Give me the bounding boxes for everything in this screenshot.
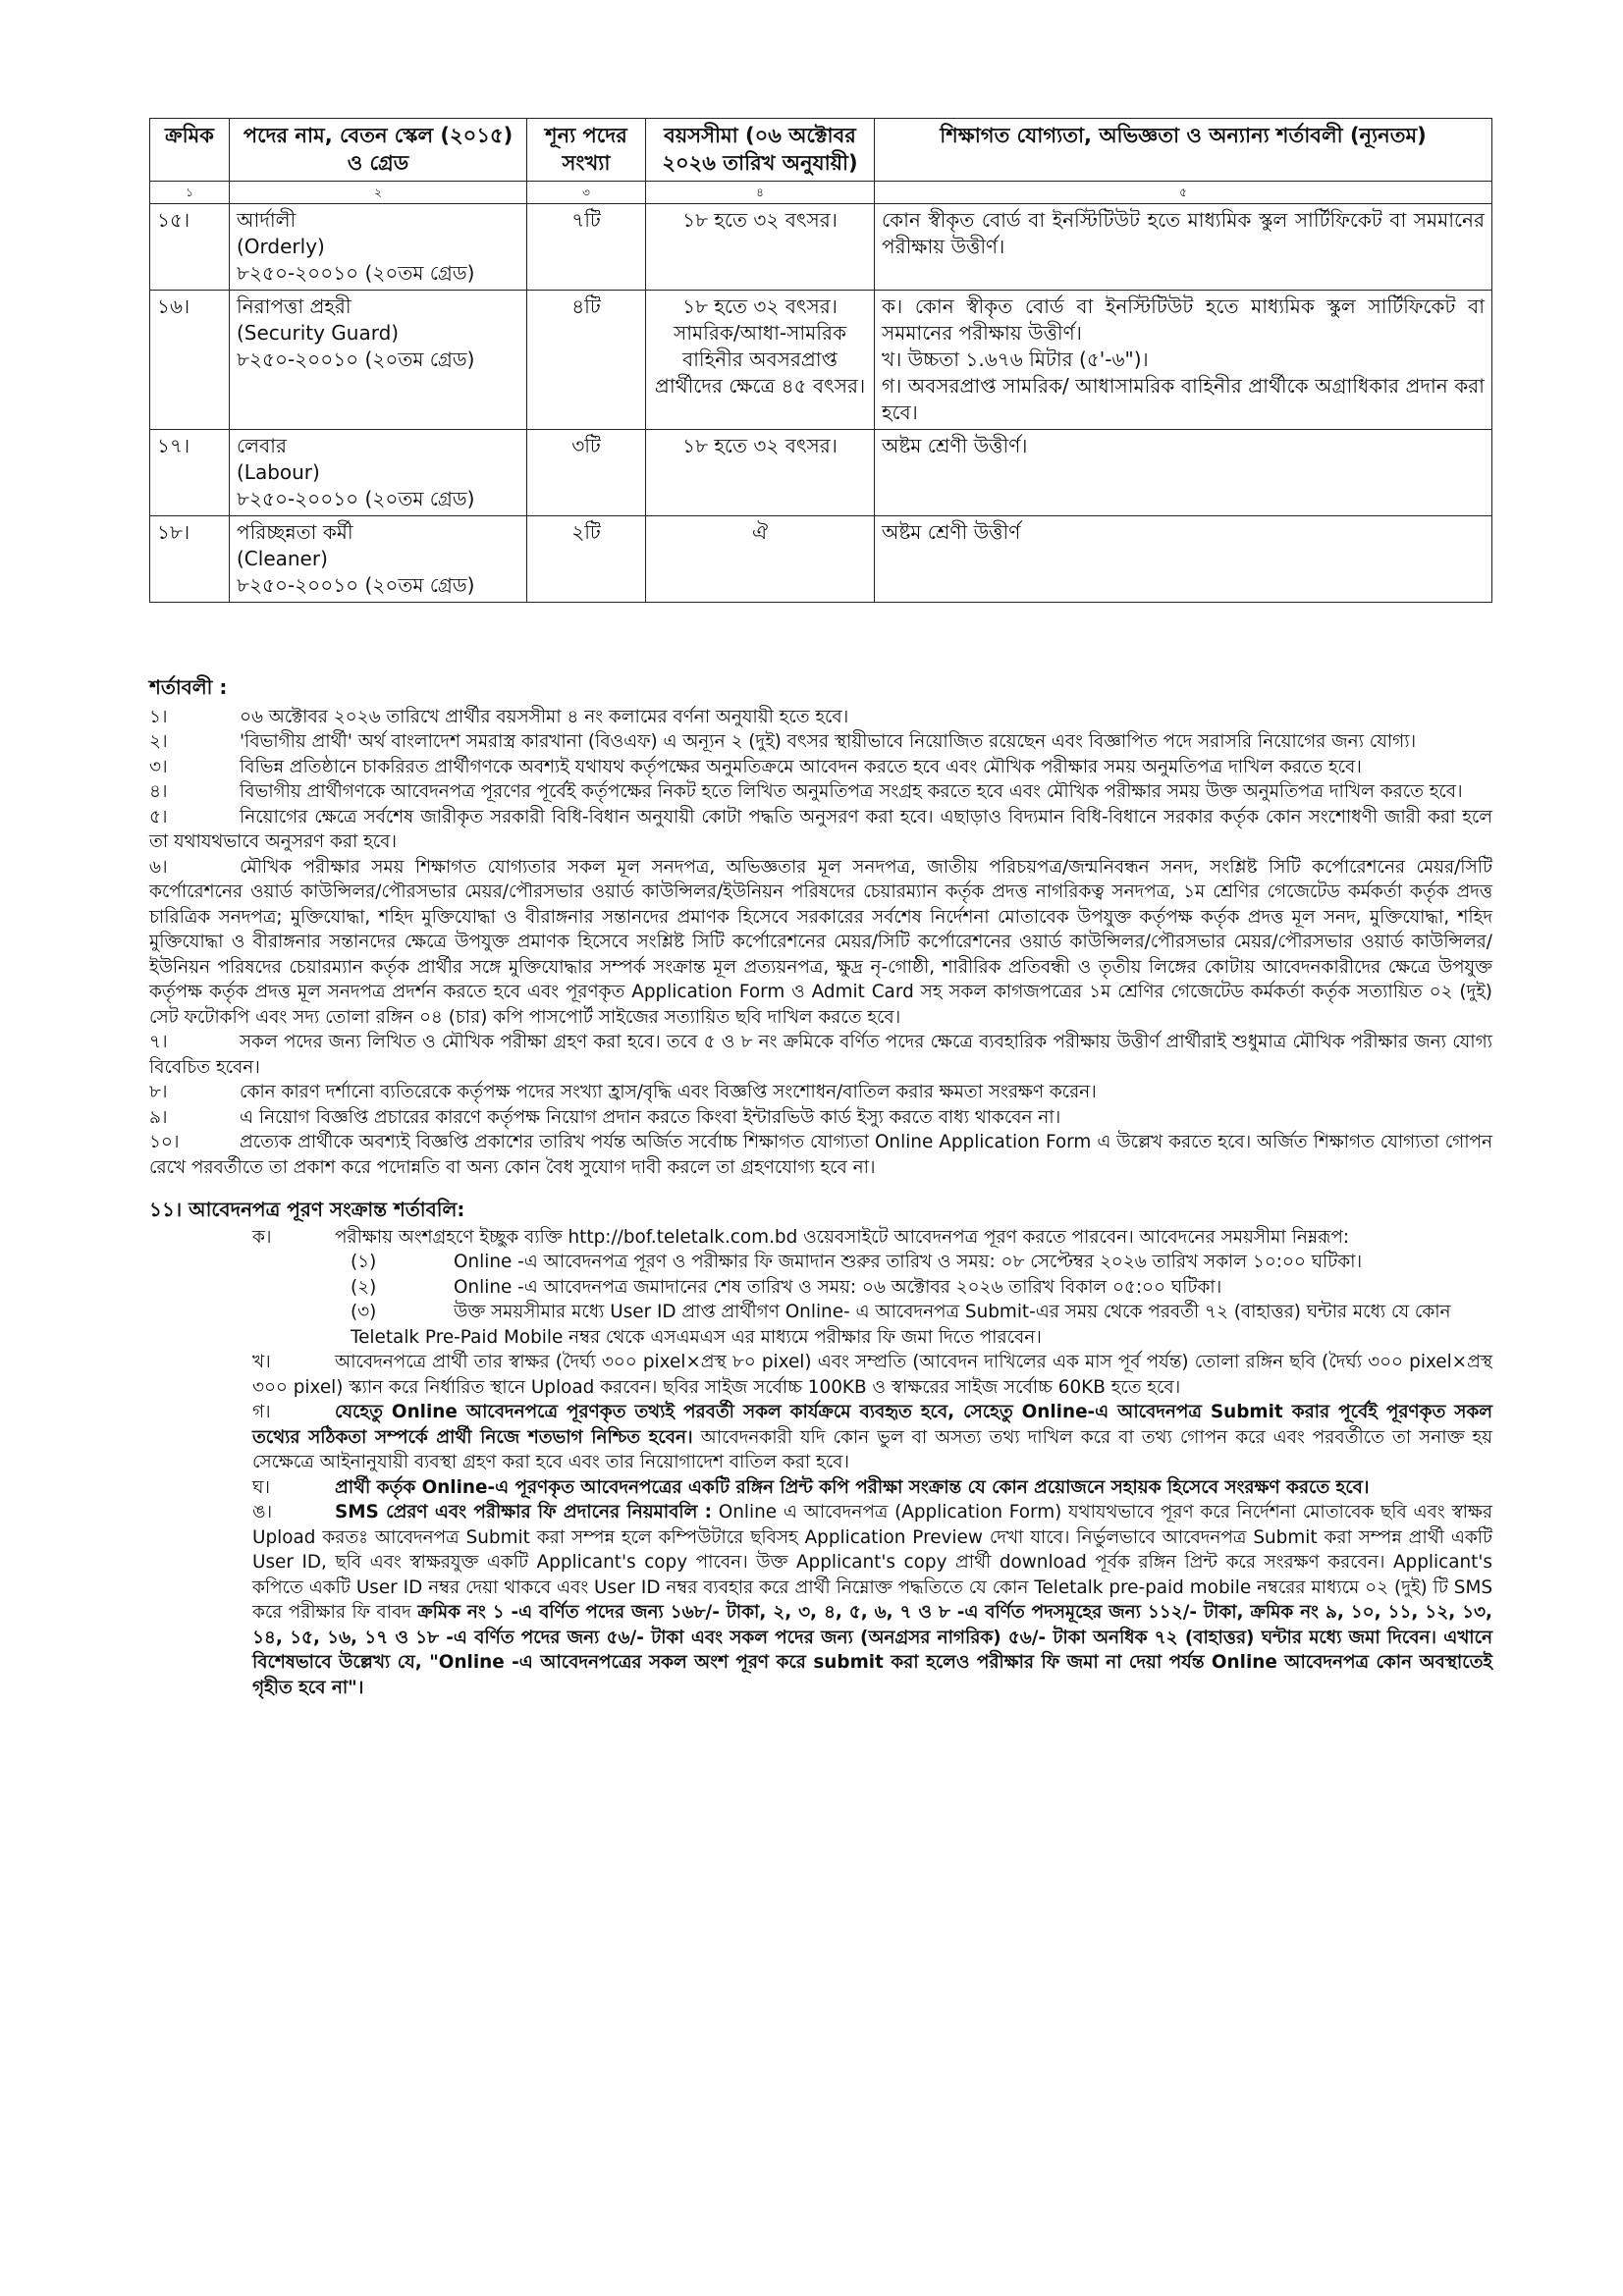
application-item-ka — [252, 1225, 1492, 1251]
header-vacancies: শূন্য পদের সংখ্যা — [527, 119, 646, 182]
pay-scale: ৮২৫০-২০০১০ (২০তম গ্রেড) — [237, 260, 475, 285]
term-number: ৮। — [149, 1082, 168, 1102]
item-bold-text: প্রার্থী কর্তৃক Online-এ পূরণকৃত আবেদনপত্রের একটি রঙ্গিন প্রিন্ট কপি পরীক্ষা সংক্রান্ত যে কোন প্রয়োজনে সহায়ক হিসেবে সংরক্ষণ করতে হবে। — [335, 1476, 1370, 1498]
header-post-name: পদের নাম, বেতন স্কেল (২০১৫) ও গ্রেড — [230, 119, 527, 182]
item-number: গ। — [252, 1402, 271, 1422]
item-number: ঙ। — [252, 1502, 273, 1522]
term-number: ১। — [149, 706, 168, 727]
term-number: ৬। — [149, 856, 168, 878]
application-item-umo — [252, 1500, 1492, 1700]
deadline-step — [351, 1300, 1492, 1350]
row-age — [646, 203, 875, 290]
pay-scale: ৮২৫০-২০০১০ (২০তম গ্রেড) — [237, 347, 475, 371]
item-number: ক। — [252, 1226, 272, 1248]
qualification-text: কোন স্বীকৃত বোর্ড বা ইনস্টিটিউট হতে মাধ্যমিক স্কুল সার্টিফিকেট বা সমমানের পরীক্ষায় উত্তীর্ণ। — [882, 207, 1486, 258]
header-serial: ক্রমিক — [150, 119, 230, 182]
post-english: (Cleaner) — [237, 546, 328, 570]
term-text: মৌখিক পরীক্ষার সময় শিক্ষাগত যোগ্যতার সকল মূল সনদপত্র, অভিজ্ঞতার মূল সনদপত্র, জাতীয় পরিচয়পত্র/জন্মনিবন্ধন সনদ, সংশ্লিষ্ট সিটি কর্পোরেশনের মেয়র/সিটি কর্পোরেশনের ওয়ার্ড কাউন্সিলর/পৌরসভার মেয়র/পৌরসভার ওয়ার্ড কাউন্সিলর/ইউনিয়ন পরিষদের চেয়ারম্যান কর্তৃক প্রদত্ত নাগরিকত্ব সনদপত্র, ১ম শ্রেণির গেজেটেড কর্মকর্তা কর্তৃক প্রদত্ত চারিত্রিক সনদপত্র; মুক্তিযোদ্ধা, শহিদ মুক্তিযোদ্ধা ও বীরাঙ্গনার সন্তানদের প্রমাণক হিসেবে সরকারের সর্বশেষ নির্দেশনা মোতাবেক উপযুক্ত কর্তৃপক্ষ কর্তৃক প্রদত্ত মূল সনদ, মুক্তিযোদ্ধা, শহিদ মুক্তিযোদ্ধা ও বীরাঙ্গনার সন্তানদের ক্ষেত্রে উপযুক্ত প্রমাণক হিসেবে সংশ্লিষ্ট সিটি কর্পোরেশনের মেয়র/সিটি কর্পোরেশনের ওয়ার্ড কাউন্সিলর/পৌরসভার মেয়র/পৌরসভার ওয়ার্ড কাউন্সিলর/ইউনিয়ন পরিষদের চেয়ারম্যান কর্তৃক প্রার্থীর সঙ্গে মুক্তিযোদ্ধার সম্পর্ক সংক্রান্ত মূল প্রত্যয়নপত্র, ক্ষুদ্র নৃ-গোষ্ঠী, শারীরিক প্রতিবন্ধী ও তৃতীয় লিঙ্গের কোটায় আবেদনকারীদের ক্ষেত্রে উপযুক্ত কর্তৃপক্ষ কর্তৃক প্রদত্ত মূল সনদপত্র প্রদর্শন করতে হবে এবং পূরণকৃত Application Form ও Admit Card সহ সকল কাগজপত্রের ১ম শ্রেণির গেজেটেড কর্মকর্তা কর্তৃক সত্যায়িত ০২ (দুই) সেট ফটোকপি এবং সদ্য তোলা রঙ্গিন ০৪ (চার) কপি পাসপোর্ট সাইজের সত্যায়িত ছবি দাখিল করতে হবে। — [149, 856, 1493, 1028]
step-text: উক্ত সময়সীমার মধ্যে User ID প্রাপ্ত প্রার্থীগণ Online- এ আবেদনপত্র Submit-এর সময় থেকে পরবর্তী ৭২ (বাহাত্তর) ঘন্টার মধ্যে যে কোন Teletalk Pre-Paid Mobile নম্বর থেকে এসএমএস এর মাধ্যমে পরীক্ষার ফি জমা দিতে পারবেন। — [351, 1302, 1451, 1348]
step-text: Online -এ আবেদনপত্র জমাদানের শেষ তারিখ ও সময়: ০৬ অক্টোবর ২০২৬ তারিখ বিকাল ০৫:০০ ঘটিকা। — [454, 1276, 1222, 1298]
table-row — [150, 203, 1492, 290]
term-number: ৪। — [149, 781, 168, 802]
term-text: প্রত্যেক প্রার্থীকে অবশ্যই বিজ্ঞপ্তি প্রকাশের তারিখ পর্যন্ত অর্জিত সর্বোচ্চ শিক্ষাগত যোগ্যতা Online Application Form এ উল্লেখ করতে হবে। অর্জিত শিক্ষাগত যোগ্যতা গোপন রেখে পরবর্তীতে তা প্রকাশ করে পদোন্নতি বা অন্য কোন বৈধ সুযোগ দাবী করলে তা গ্রহণযোগ্য হবে না। — [149, 1132, 1492, 1178]
term-number: ১০। — [149, 1132, 180, 1152]
term-number: ২। — [149, 731, 168, 752]
step-number: (৩) — [351, 1302, 377, 1322]
term-text: সকল পদের জন্য লিখিত ও মৌখিক পরীক্ষা গ্রহণ করা হবে। তবে ৫ ও ৮ নং ক্রমিকে বর্ণিত পদের ক্ষেত্রে ব্যবহারিক পরীক্ষায় উত্তীর্ণ প্রার্থীরাই শুধুমাত্র মৌখিক পরীক্ষার জন্য যোগ্য বিবেচিত হবেন। — [149, 1032, 1492, 1078]
row-vacancies: ৪টি — [527, 290, 646, 429]
vacancy-table — [149, 118, 1492, 603]
term-item — [149, 755, 1492, 780]
step-number: (২) — [351, 1276, 377, 1298]
item-bold-text: SMS প্রেরণ এবং পরীক্ষার ফি প্রদানের নিয়মাবলি : — [335, 1502, 712, 1522]
column-number: ১ — [150, 181, 230, 203]
row-age — [646, 515, 875, 602]
term-text: কোন কারণ দর্শানো ব্যতিরেকে কর্তৃপক্ষ পদের সংখ্যা হ্রাস/বৃদ্ধি এবং বিজ্ঞপ্তি সংশোধন/বাতিল করার ক্ষমতা সংরক্ষণ করেন। — [240, 1082, 1097, 1102]
row-post — [230, 203, 527, 290]
age-text: ১৮ হতে ৩২ বৎসর। — [682, 433, 838, 457]
qualification-text: ক। কোন স্বীকৃত বোর্ড বা ইনস্টিটিউট হতে মাধ্যমিক স্কুল সার্টিফিকেট বা সমমানের পরীক্ষায় উত্তীর্ণ। — [882, 294, 1485, 345]
row-post — [230, 429, 527, 515]
row-qualification — [875, 203, 1492, 290]
row-serial: ১৭। — [150, 429, 230, 515]
row-age — [646, 290, 875, 429]
table-row — [150, 290, 1492, 429]
term-number: ৯। — [149, 1106, 168, 1128]
row-qualification — [875, 290, 1492, 429]
header-qualification: শিক্ষাগত যোগ্যতা, অভিজ্ঞতা ও অন্যান্য শর্তাবলী (ন্যূনতম) — [875, 119, 1492, 182]
age-text: ১৮ হতে ৩২ বৎসর। — [682, 294, 838, 318]
item-text: Online এ আবেদনপত্র (Application Form) যথাযথভাবে পূরণ করে নির্দেশনা মোতাবেক ছবি এবং স্বাক্ষর Upload করতঃ আবেদনপত্র Submit করা সম্পন্ন হলে কম্পিউটারে ছবিসহ Application Preview দেখা যাবে। নির্ভুলভাবে আবেদনপত্র Submit করা সম্পন্ন প্রার্থী একটি User ID, ছবি এবং স্বাক্ষরযুক্ত একটি Applicant's copy পাবেন। উক্ত Applicant's copy প্রার্থী download পূর্বক রঙ্গিন প্রিন্ট করে সংরক্ষণ করবেন। Applicant's কপিতে একটি User ID নম্বর দেয়া থাকবে এবং User ID নম্বর ব্যবহার করে প্রার্থী নিম্নোক্ত পদ্ধতিতে যে কোন Teletalk pre-paid mobile নম্বরের মাধ্যমে ০২ (দুই) টি SMS করে পরীক্ষার ফি বাবদ — [252, 1502, 1493, 1623]
step-number: (১) — [351, 1252, 377, 1272]
row-post — [230, 515, 527, 602]
application-item-ga — [252, 1400, 1492, 1475]
application-item-kha — [252, 1350, 1492, 1400]
row-post — [230, 290, 527, 429]
item-text: পরীক্ষায় অংশগ্রহণে ইচ্ছুক ব্যক্তি http://bof.teletalk.com.bd ওয়েবসাইটে আবেদনপত্র পূরণ করতে পারবেন। আবেদনের সময়সীমা নিম্নরূপ: — [335, 1226, 1350, 1248]
row-serial: ১৮। — [150, 515, 230, 602]
term-item — [149, 729, 1492, 755]
qualification-text: অষ্টম শ্রেণী উত্তীর্ণ — [882, 519, 1021, 544]
post-name: আর্দালী — [237, 207, 297, 232]
post-name: লেবার — [237, 433, 287, 457]
terms-heading: শর্তাবলী : — [149, 675, 228, 699]
application-heading: ১১। আবেদনপত্র পূরণ সংক্রান্ত শর্তাবলি: — [149, 1198, 465, 1221]
column-number: ৪ — [646, 181, 875, 203]
column-number: ৩ — [527, 181, 646, 203]
item-bold-text: ক্রমিক নং ১ -এ বর্ণিত পদের জন্য ১৬৮/- টাকা, ২, ৩, ৪, ৫, ৬, ৭ ও ৮ -এ বর্ণিত পদসমূহের জন্য ১১২/- টাকা, ক্রমিক নং ৯, ১০, ১১, ১২, ১৩, ১৪, ১৫, ১৬, ১৭ ও ১৮ -এ বর্ণিত পদের জন্য ৫৬/- টাকা এবং সকল পদের জন্য (অনগ্রসর নাগরিক) ৫৬/- টাকা অনধিক ৭২ (বাহাত্তর) ঘন্টার মধ্যে জমা দিবেন। এখানে বিশেষভাবে উল্লেখ্য যে, "Online -এ আবেদনপত্রের সকল অংশ পূরণ করে submit করা হলেও পরীক্ষার ফি জমা না দেয়া পর্যন্ত Online আবেদনপত্র কোন অবস্থাতেই গৃহীত হবে না"। — [252, 1602, 1492, 1698]
row-serial: ১৬। — [150, 290, 230, 429]
post-english: (Labour) — [237, 459, 320, 484]
term-item — [149, 1130, 1492, 1180]
application-item-gha — [252, 1475, 1492, 1501]
deadline-step — [351, 1275, 1492, 1301]
post-english: (Security Guard) — [237, 320, 400, 345]
table-row — [150, 515, 1492, 602]
term-item — [149, 705, 1492, 730]
pay-scale: ৮২৫০-২০০১০ (২০তম গ্রেড) — [237, 486, 475, 510]
column-number: ৫ — [875, 181, 1492, 203]
deadline-step — [351, 1250, 1492, 1275]
table-header-row — [150, 119, 1492, 182]
item-bold-text: যেহেতু Online আবেদনপত্রে পূরণকৃত তথ্যই পরবর্তী সকল কার্যক্রমে ব্যবহৃত হবে, সেহেতু Online-এ আবেদনপত্র Submit করার পূর্বেই পূরণকৃত সকল তথ্যের সঠিকতা সম্পর্কে প্রার্থী নিজে শতভাগ নিশ্চিত হবেন। — [252, 1402, 1492, 1448]
row-vacancies: ৩টি — [527, 429, 646, 515]
row-vacancies: ৭টি — [527, 203, 646, 290]
term-text: বিভিন্ন প্রতিষ্ঠানে চাকরিরত প্রার্থীগণকে অবশ্যই যথাযথ কর্তৃপক্ষের অনুমতিক্রমে আবেদন করতে হবে এবং মৌখিক পরীক্ষার সময় অনুমতিপত্র দাখিল করতে হবে। — [240, 756, 1362, 777]
term-item — [149, 1105, 1492, 1131]
pay-scale: ৮২৫০-২০০১০ (২০তম গ্রেড) — [237, 572, 475, 597]
row-qualification — [875, 515, 1492, 602]
term-item — [149, 779, 1492, 805]
step-text: Online -এ আবেদনপত্র পূরণ ও পরীক্ষার ফি জমাদান শুরুর তারিখ ও সময়: ০৮ সেপ্টেম্বর ২০২৬ তারিখ সকাল ১০:০০ ঘটিকা। — [454, 1252, 1363, 1272]
term-item — [149, 805, 1492, 855]
term-item — [149, 1030, 1492, 1080]
term-item — [149, 855, 1492, 1031]
item-number: ঘ। — [252, 1476, 270, 1498]
post-english: (Orderly) — [237, 234, 325, 258]
term-number: ৫। — [149, 806, 168, 828]
term-number: ৭। — [149, 1032, 168, 1052]
column-number: ২ — [230, 181, 527, 203]
term-text: 'বিভাগীয় প্রার্থী' অর্থ বাংলাদেশ সমরাস্ত্র কারখানা (বিওএফ) এ অন্যূন ২ (দুই) বৎসর স্থায়ীভাবে নিয়োজিত রয়েছেন এবং বিজ্ঞাপিত পদে সরাসরি নিয়োগের জন্য যোগ্য। — [240, 731, 1417, 752]
qualification-text: অষ্টম শ্রেণী উত্তীর্ণ। — [882, 433, 1028, 457]
term-item — [149, 1080, 1492, 1105]
term-text: বিভাগীয় প্রার্থীগণকে আবেদনপত্র পূরণের পূর্বেই কর্তৃপক্ষের নিকট হতে লিখিত অনুমতিপত্র সংগ্রহ করতে হবে এবং মৌখিক পরীক্ষার সময় উক্ত অনুমতিপত্র দাখিল করতে হবে। — [240, 781, 1463, 802]
row-age — [646, 429, 875, 515]
post-name: নিরাপত্তা প্রহরী — [237, 294, 352, 318]
item-text: আবেদনকারী যদি কোন ভুল বা অসত্য তথ্য দাখিল করে বা তথ্য গোপন করে এবং পরবর্তীতে তা সনাক্ত হয় সেক্ষেত্রে আইনানুযায়ী ব্যবস্থা গ্রহণ করা হবে এবং তার নিয়োগাদেশ বাতিল করা হবে। — [252, 1426, 1492, 1472]
term-text: ০৬ অক্টোবর ২০২৬ তারিখে প্রার্থীর বয়সসীমা ৪ নং কলামের বর্ণনা অনুযায়ী হতে হবে। — [240, 706, 849, 727]
term-text: এ নিয়োগ বিজ্ঞপ্তি প্রচারের কারণে কর্তৃপক্ষ নিয়োগ প্রদান করতে কিংবা ইন্টারভিউ কার্ড ইস্যু করতে বাধ্য থাকবেন না। — [240, 1106, 1061, 1128]
item-text: আবেদনপত্রে প্রার্থী তার স্বাক্ষর (দৈর্ঘ্য ৩০০ pixel×প্রস্থ ৮০ pixel) এবং সম্প্রতি (আবেদন দাখিলের এক মাস পূর্ব পর্যন্ত) তোলা রঙ্গিন ছবি (দৈর্ঘ্য ৩০০ pixel×প্রস্থ ৩০০ pixel) স্ক্যান করে নির্ধারিত স্থানে Upload করবেন। ছবির সাইজ সর্বোচ্চ 100KB ও স্বাক্ষরের সাইজ সর্বোচ্চ 60KB হতে হবে। — [252, 1352, 1492, 1398]
qualification-text: গ। অবসরপ্রাপ্ত সামরিক/ আধাসামরিক বাহিনীর প্রার্থীকে অগ্রাধিকার প্রদান করা হবে। — [882, 373, 1485, 424]
term-text: নিয়োগের ক্ষেত্রে সর্বশেষ জারীকৃত সরকারী বিধি-বিধান অনুযায়ী কোটা পদ্ধতি অনুসরণ করা হবে। এছাড়াও বিদ্যমান বিধি-বিধানে সরকার কর্তৃক কোন সংশোধণী জারী করা হলে তা যথাযথভাবে অনুসরণ করা হবে। — [149, 806, 1492, 852]
column-number-row — [150, 181, 1492, 203]
terms-section — [149, 675, 1492, 1700]
item-number: খ। — [252, 1352, 271, 1372]
age-text: ১৮ হতে ৩২ বৎসর। — [682, 207, 838, 232]
row-serial: ১৫। — [150, 203, 230, 290]
qualification-text: খ। উচ্চতা ১.৬৭৬ মিটার (৫'-৬")। — [882, 347, 1149, 371]
table-row — [150, 429, 1492, 515]
term-number: ৩। — [149, 756, 168, 777]
row-vacancies: ২টি — [527, 515, 646, 602]
age-text: ঐ — [751, 519, 769, 544]
header-age-limit: বয়সসীমা (০৬ অক্টোবর ২০২৬ তারিখ অনুযায়ী) — [646, 119, 875, 182]
row-qualification — [875, 429, 1492, 515]
post-name: পরিচ্ছন্নতা কর্মী — [237, 519, 353, 544]
age-text: সামরিক/আধা-সামরিক বাহিনীর অবসরপ্রাপ্ত প্রার্থীদের ক্ষেত্রে ৪৫ বৎসর। — [654, 320, 866, 398]
